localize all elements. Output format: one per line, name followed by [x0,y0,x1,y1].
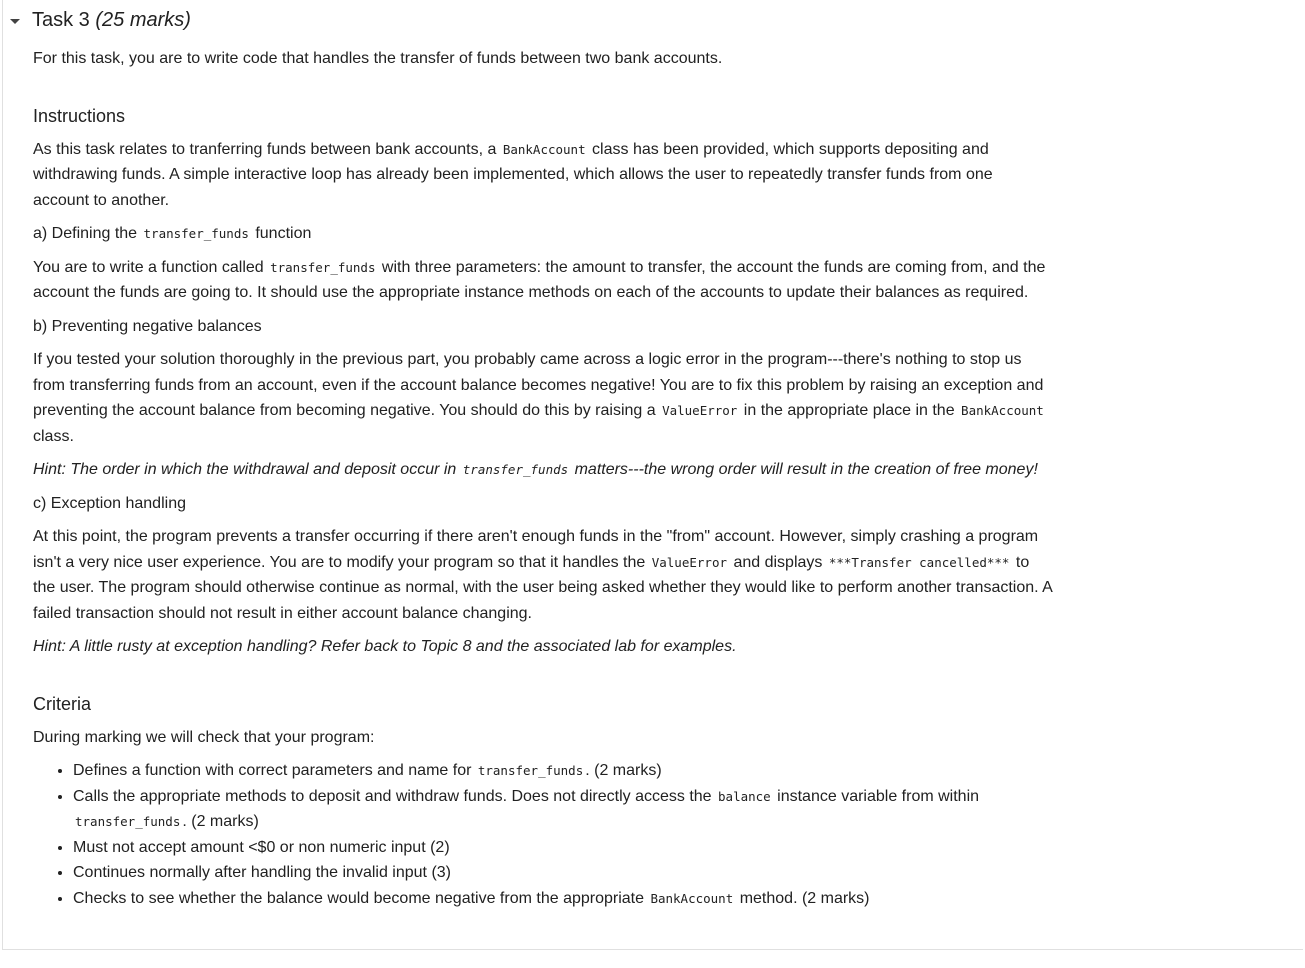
list-item [73,758,1053,784]
criteria-list [33,758,1053,911]
text-span: a) Defining the [33,225,142,242]
list-item [73,860,1053,886]
cell-content [33,46,1053,911]
inline-code: transfer_funds [270,259,376,275]
text-span: function [250,225,312,242]
text-span: Calls the appropriate methods to deposit and withdraw funds. Does not directly access the [73,787,717,805]
inline-code: transfer_funds [75,814,181,829]
list-item [73,835,1053,861]
part-c-hint: Hint: A little rusty at exception handling? Refer back to Topic 8 and the associated lab for examples. [33,638,737,655]
text-span: At this point, the program prevents a transfer occurring if there aren't enough funds in the "from" account. However, simply crashing a program isn't a very nice user experience. You are to modify your program so that it handles the [33,528,1039,571]
part-c-title: c) Exception handling [33,494,186,512]
text-span: . (2 marks) [585,762,662,779]
part-b-hint [33,457,1053,483]
part-a-body [33,255,1053,306]
task-title: Task 3 [32,8,90,31]
text-span: instance variable from within [772,787,980,805]
part-b-title: b) Preventing negative balances [33,317,262,335]
inline-code: transfer_funds [477,763,584,778]
text-span: Defines a function with correct parameters and name for [73,762,476,779]
inline-code: ***Transfer cancelled*** [828,554,1010,570]
part-b-body [33,347,1053,449]
text-span: class has been provided, which supports depositing and withdrawing funds. A simple interactive loop has already been implemented, which allows the user to repeatedly transfer funds from one account to another. [33,140,993,209]
inline-code: BankAccount [650,890,734,906]
inline-code: transfer_funds [143,226,249,241]
criteria-intro: During marking we will check that your program: [33,728,375,746]
text-span: in the appropriate place in the [739,402,960,419]
text-span: to the user. The program should otherwise continue as normal, with the user being asked whether they would like to perform another transaction. A failed transaction should not result in either account balance changing. [33,553,1052,622]
inline-code: ValueError [651,554,727,570]
text-span: Continues normally after handling the invalid input (3) [73,864,451,881]
list-item [73,886,1053,912]
text-span: As this task relates to tranferring funds between bank accounts, a [33,140,501,158]
instructions-heading: Instructions [33,105,126,126]
text-span: with three parameters: the amount to transfer, the account the funds are coming from, and the account the funds are going to. It should use the appropriate instance methods on each of the accounts to update their balances as required. [33,258,1046,301]
text-span: . (2 marks) [182,813,259,830]
collapse-caret-icon[interactable] [10,19,20,24]
text-span: class. [33,427,74,445]
list-item [73,784,1053,835]
text-span: If you tested your solution thoroughly in the previous part, you probably came across a logic error in the program---there's nothing to stop us from transferring funds from an account, even if the account balance becomes negative! You are to fix this problem by raising an exception and preventing the account balance from becoming negative. You should do this by raising a [33,351,1044,419]
text-span: Hint: The order in which the withdrawal and deposit occur in [33,461,461,478]
part-c-body [33,524,1053,626]
inline-code: BankAccount [961,403,1044,418]
inline-code: transfer_funds [462,462,569,477]
text-span: Checks to see whether the balance would become negative from the appropriate [73,889,649,907]
instructions-paragraph [33,137,1053,214]
task-heading [32,9,191,32]
text-span: method. (2 marks) [735,889,870,907]
criteria-heading: Criteria [33,693,92,714]
text-span: Must not accept amount <$0 or non numeric input (2) [73,838,450,856]
inline-code: balance [718,788,771,804]
text-span: matters---the wrong order will result in the creation of free money! [570,461,1038,478]
part-a-title [33,221,1053,247]
text-span: and displays [729,553,827,571]
inline-code: ValueError [662,403,738,418]
task-intro: For this task, you are to write code that handles the transfer of funds between two bank accounts. [33,50,723,67]
task-heading-row [10,6,191,34]
inline-code: BankAccount [502,141,586,157]
task-marks: (25 marks) [95,8,191,31]
text-span: You are to write a function called [33,258,269,276]
